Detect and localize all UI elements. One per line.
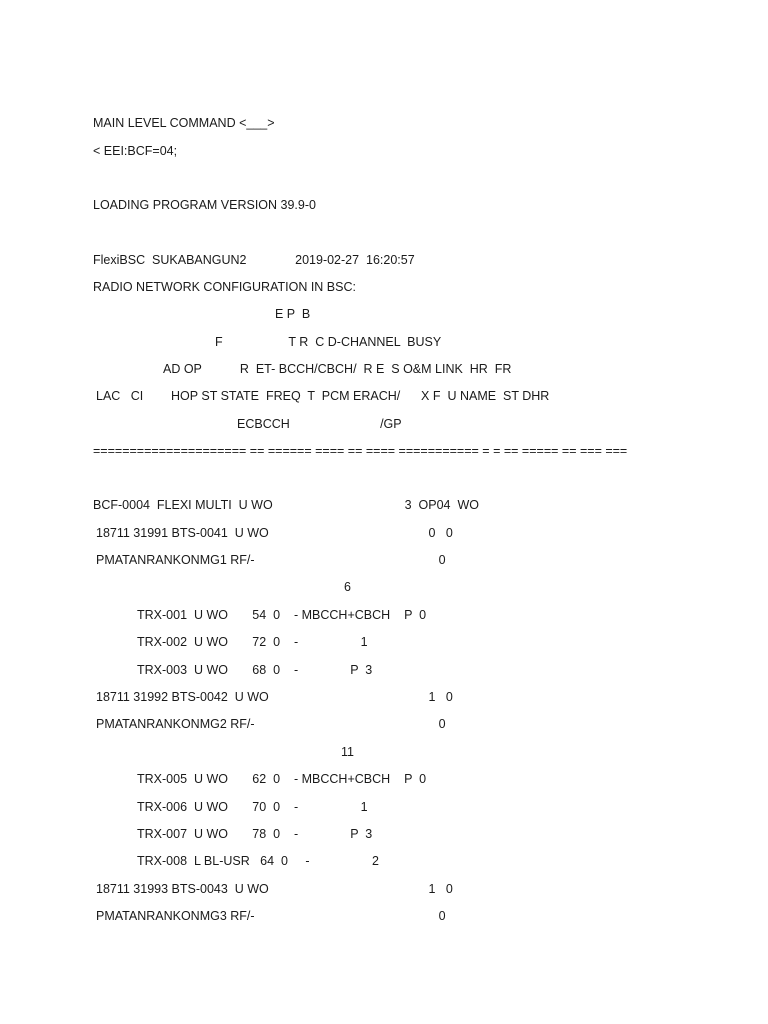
bts-name-row: PMATANRANKONMG3 RF/- 0 — [96, 909, 446, 923]
trx-row: TRX-001 U WO 54 0 - MBCCH+CBCH P 0 — [137, 608, 427, 622]
command-prompt-line: MAIN LEVEL COMMAND <___> — [93, 116, 275, 130]
trx-row: TRX-006 U WO 70 0 - 1 — [137, 800, 368, 814]
column-header-line-3: AD OP R ET- BCCH/CBCH/ R E S O&M LINK HR FR — [163, 362, 512, 376]
column-header-line-4: LAC CI HOP ST STATE FREQ T PCM ERACH/ X F U NAME ST DHR — [96, 389, 550, 403]
bts-continuation-row: 6 — [344, 580, 351, 594]
separator-line: ===================== == ====== ==== == ==== =========== = = == ===== == === === — [93, 444, 628, 458]
bts-row: 18711 31992 BTS-0042 U WO 1 0 — [96, 690, 453, 704]
trx-row: TRX-005 U WO 62 0 - MBCCH+CBCH P 0 — [137, 772, 427, 786]
bcf-row: BCF-0004 FLEXI MULTI U WO 3 OP04 WO — [93, 498, 479, 512]
report-title-line: RADIO NETWORK CONFIGURATION IN BSC: — [93, 280, 356, 294]
column-header-line-5: ECBCCH /GP — [237, 417, 402, 431]
trx-row: TRX-008 L BL-USR 64 0 - 2 — [137, 854, 379, 868]
trx-row: TRX-003 U WO 68 0 - P 3 — [137, 663, 373, 677]
column-header-line-2: F T R C D-CHANNEL BUSY — [215, 335, 442, 349]
bts-row: 18711 31993 BTS-0043 U WO 1 0 — [96, 882, 453, 896]
trx-row: TRX-007 U WO 78 0 - P 3 — [137, 827, 373, 841]
bts-row: 18711 31991 BTS-0041 U WO 0 0 — [96, 526, 453, 540]
column-header-line-1: E P B — [275, 307, 311, 321]
bts-continuation-row: 11 — [341, 745, 354, 759]
command-input-line: < EEI:BCF=04; — [93, 144, 178, 158]
trx-row: TRX-002 U WO 72 0 - 1 — [137, 635, 368, 649]
bts-name-row: PMATANRANKONMG2 RF/- 0 — [96, 717, 446, 731]
bsc-header-line: FlexiBSC SUKABANGUN2 2019-02-27 16:20:57 — [93, 253, 415, 267]
bts-name-row: PMATANRANKONMG1 RF/- 0 — [96, 553, 446, 567]
loading-program-line: LOADING PROGRAM VERSION 39.9-0 — [93, 198, 316, 212]
